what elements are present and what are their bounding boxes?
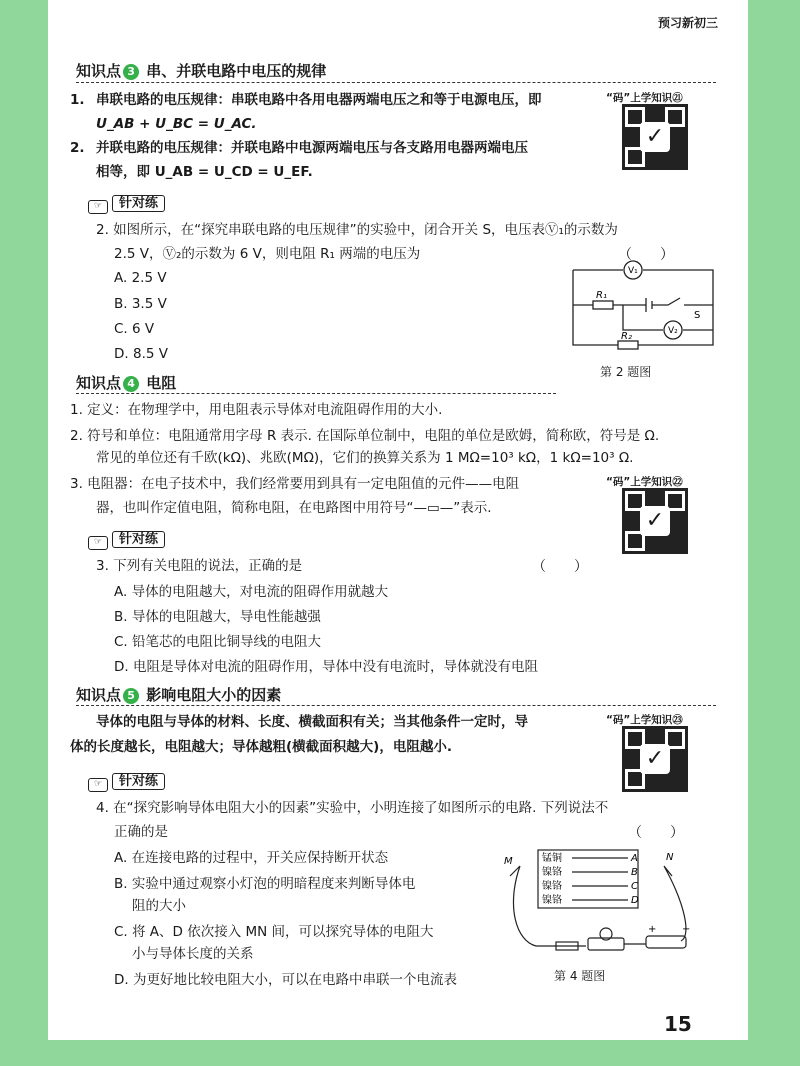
section-3-name: 串、并联电路中电压的规律 xyxy=(146,62,327,80)
kd4-p1: 1. 定义：在物理学中，用电阻表示导体对电流阻碍作用的大小. xyxy=(70,402,443,418)
section-5-number: 5 xyxy=(123,688,139,704)
page-number: 15 xyxy=(664,1012,692,1036)
q3-answer-bracket: （ ） xyxy=(532,559,588,575)
section-4-number: 4 xyxy=(123,376,139,392)
wire-label-4: 镍铬 xyxy=(542,895,562,906)
section-5-title: 知识点 xyxy=(76,686,122,704)
q3-option-a: A. 导体的电阻越大，对电流的阻碍作用就越大 xyxy=(114,584,389,600)
kd4-practice-label: ☞ 针对练 xyxy=(88,528,165,550)
q4-option-a: A. 在连接电路的过程中，开关应保持断开状态 xyxy=(114,850,389,866)
q4-line1: 4. 在“探究影响导体电阻大小的因素”实验中，小明连接了如图所示的电路. 下列说法不 xyxy=(96,800,609,816)
q3-option-c: C. 铅笔芯的电阻比铜导线的电阻大 xyxy=(114,634,322,650)
section-3-heading xyxy=(76,60,326,81)
q4-answer-bracket: （ ） xyxy=(628,825,684,841)
clip-label-m: M xyxy=(504,856,513,867)
kd3-p1-number: 1. xyxy=(70,92,85,108)
kd3-p2-line1: 并联电路的电压规律：并联电路中电源两端电压与各支路用电器两端电压 xyxy=(96,140,528,156)
check-icon: ✓ xyxy=(640,122,670,152)
battery-plus: + xyxy=(648,924,657,935)
kd5-para-line2: 体的长度越长，电阻越大；导体越粗(横截面积越大)，电阻越小. xyxy=(70,739,452,755)
wire-label-1: 锰铜 xyxy=(542,853,562,864)
end-label-c: C xyxy=(631,881,638,892)
running-head: 预习新初三 xyxy=(658,16,719,30)
q2-option-a: A. 2.5 V xyxy=(114,270,167,286)
r1-label: R₁ xyxy=(596,290,607,301)
q4-option-c-line2: 小与导体长度的关系 xyxy=(132,946,254,962)
q2-answer-bracket: （ ） xyxy=(618,247,674,263)
battery-minus: − xyxy=(682,924,691,935)
section-3-title: 知识点 xyxy=(76,62,122,80)
section-5-divider xyxy=(76,705,716,706)
q2-circuit-figure xyxy=(568,260,718,360)
hand-icon: ☞ xyxy=(88,536,108,550)
q4-circuit-figure xyxy=(496,846,702,966)
section-3-number: 3 xyxy=(123,64,139,80)
check-icon: ✓ xyxy=(640,744,670,774)
kd4-p3-line2: 器，也叫作定值电阻，简称电阻，在电路图中用符号“—▭—”表示. xyxy=(96,500,492,516)
section-4-divider xyxy=(76,393,556,394)
kd5-qr-code[interactable] xyxy=(622,726,688,792)
q3-option-d: D. 电阻是导体对电流的阻碍作用，导体中没有电流时，导体就没有电阻 xyxy=(114,659,538,675)
left-margin xyxy=(0,0,48,1066)
clip-label-n: N xyxy=(666,852,674,863)
kd3-p2-line2: 相等，即 U_AB = U_CD = U_EF. xyxy=(96,164,313,180)
q4-option-d: D. 为更好地比较电阻大小，可以在电路中串联一个电流表 xyxy=(114,972,457,988)
kd3-p2-number: 2. xyxy=(70,140,85,156)
kd3-p1-line2: U_AB + U_BC = U_AC. xyxy=(96,116,257,132)
section-4-title: 知识点 xyxy=(76,374,122,392)
kd4-p2-line2: 常见的单位还有千欧(kΩ)、兆欧(MΩ)，它们的换算关系为 1 MΩ=10³ kΩ，1 kΩ=10³ Ω. xyxy=(96,450,634,466)
end-label-b: B xyxy=(631,867,638,878)
section-5-heading xyxy=(76,684,281,705)
check-icon: ✓ xyxy=(640,506,670,536)
kd4-qr-label: “码”上学知识㉒ xyxy=(606,476,683,488)
right-margin xyxy=(748,0,800,1066)
v2-label: V₂ xyxy=(668,326,678,336)
q2-figure-caption: 第 2 题图 xyxy=(600,365,652,379)
section-4-heading xyxy=(76,372,176,393)
q3-stem: 3. 下列有关电阻的说法，正确的是 xyxy=(96,558,303,574)
section-4-name: 电阻 xyxy=(146,374,177,392)
hand-icon: ☞ xyxy=(88,778,108,792)
kd3-qr-label: “码”上学知识㉑ xyxy=(606,92,683,104)
kd4-p2-line1: 2. 符号和单位：电阻通常用字母 R 表示. 在国际单位制中，电阻的单位是欧姆，简称欧，符号是 Ω. xyxy=(70,428,660,444)
v1-label: V₁ xyxy=(628,266,638,276)
kd4-p3-line1: 3. 电阻器：在电子技术中，我们经常要用到具有一定电阻值的元件——电阻 xyxy=(70,476,520,492)
switch-label: S xyxy=(694,310,701,321)
q2-line1: 2. 如图所示，在“探究串联电路的电压规律”的实验中，闭合开关 S，电压表Ⓥ₁的示数为 xyxy=(96,222,618,238)
q4-figure-caption: 第 4 题图 xyxy=(554,969,606,983)
kd3-practice-label: ☞ 针对练 xyxy=(88,192,165,214)
q3-option-b: B. 导体的电阻越大，导电性能越强 xyxy=(114,609,321,625)
q2-option-b: B. 3.5 V xyxy=(114,296,167,312)
section-3-divider xyxy=(76,82,716,83)
kd5-practice-label: ☞ 针对练 xyxy=(88,770,165,792)
kd4-qr-code[interactable] xyxy=(622,488,688,554)
q2-option-d: D. 8.5 V xyxy=(114,346,168,362)
kd5-qr-label: “码”上学知识㉓ xyxy=(606,714,683,726)
q4-line2: 正确的是 xyxy=(114,824,168,840)
q4-option-c-line1: C. 将 A、D 依次接入 MN 间，可以探究导体的电阻大 xyxy=(114,924,434,940)
end-label-a: A xyxy=(631,853,638,864)
kd5-para-line1: 导体的电阻与导体的材料、长度、横截面积有关；当其他条件一定时，导 xyxy=(96,714,528,730)
r2-label: R₂ xyxy=(621,331,632,342)
q2-line2: 2.5 V，Ⓥ₂的示数为 6 V，则电阻 R₁ 两端的电压为 xyxy=(114,246,421,262)
textbook-page xyxy=(48,0,748,1040)
kd3-p1-line1: 串联电路的电压规律：串联电路中各用电器两端电压之和等于电源电压，即 xyxy=(96,92,542,108)
q2-option-c: C. 6 V xyxy=(114,321,155,337)
end-label-d: D xyxy=(631,895,639,906)
wire-label-3: 镍铬 xyxy=(542,881,562,892)
fig4-wire-labels xyxy=(504,851,690,935)
q4-option-b-line2: 阻的大小 xyxy=(132,898,186,914)
kd3-qr-code[interactable] xyxy=(622,104,688,170)
wire-label-2: 镍铬 xyxy=(542,867,562,878)
section-5-name: 影响电阻大小的因素 xyxy=(146,686,282,704)
hand-icon: ☞ xyxy=(88,200,108,214)
q4-option-b-line1: B. 实验中通过观察小灯泡的明暗程度来判断导体电 xyxy=(114,876,416,892)
